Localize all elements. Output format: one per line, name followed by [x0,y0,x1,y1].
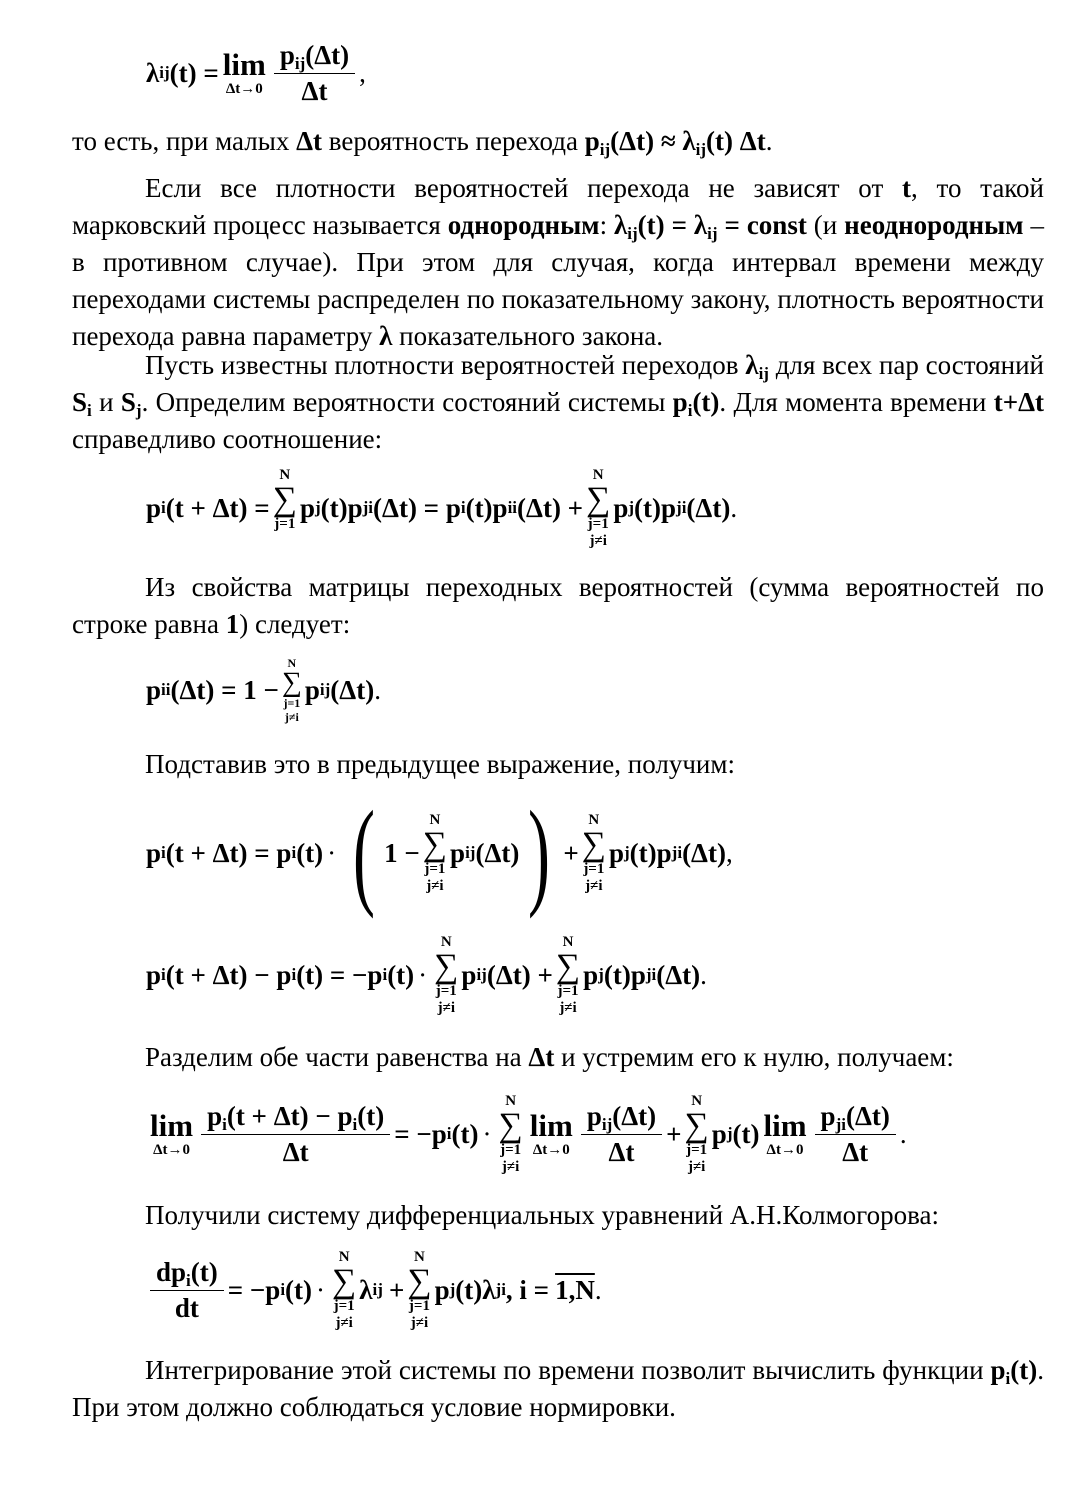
equation-limit-form: lim Δt→0 $\frac{p_i(t + \Delta t) - p_i(t)}{\Delta t}$ = −p i (t) · N ∑ j=1 j≠i lim Δt→0 $\frac{p_{ij}(\Delta t)}{\Delta t}$ + N ∑ j=1 j≠i p j (t) lim Δt→0 $\frac{p_{ji}(\Delta t)}{\Delta t}$ . [150,1092,907,1175]
paragraph-small-dt: то есть, при малых Δt вероятность перехода $p_{ij}(\Delta t) \approx \lambda_{ij}(t)$ Δt. [72,126,773,159]
equation-difference: p i (t + Δt) − p i (t) = −p i (t) · N ∑ j=1 j≠i p ij (Δt) + N ∑ j=1 j≠i p j (t)p ji (Δt) . [146,933,707,1016]
sum-operator: N ∑ j=1 j≠i [684,1092,709,1175]
fraction: $\frac{p_i(t + \Delta t) - p_i(t)}{\Delta t}$ [201,1103,390,1166]
parenthesized-group: ( 1 − N ∑ j=1 j≠i p ij (Δt) ) [353,786,551,919]
paragraph-integration: Интегрирование этой системы по времени позволит вычислить функции $p_i(t)$. При этом должно соблюдаться условие нормировки. [72,1355,1044,1422]
sum-operator: N ∑ j=1 j≠i [407,1248,432,1331]
fraction: $\frac{p_{ij}(\Delta t)}{\Delta t}$ [274,42,355,105]
equation-kolmogorov: $\frac{dp_i(t)}{dt}$ = −p i (t) · N ∑ j=1 j≠i λ ij + N ∑ j=1 j≠i p j (t)λ ji , i = 1,N . [146,1242,602,1338]
paragraph-matrix-property: Из свойства матрицы переходных вероятностей (сумма вероятностей по строке равна 1) следует: [72,572,1044,639]
sum-operator: N ∑ j=1 j≠i [498,1092,523,1175]
sum-operator: N ∑ j=1 j≠i [434,933,459,1016]
paragraph-kolmogorov: Получили систему дифференциальных уравнений А.Н.Колмогорова: [145,1200,939,1230]
sum-operator: N ∑ j=1 j≠i [581,811,606,894]
sum-operator: N ∑ j=1 j≠i [555,933,581,1016]
limit-operator: lim Δt→0 [222,47,266,97]
equation-substituted: p i (t + Δt) = p i (t) · ( 1 − N ∑ j=1 j≠i p ij (Δt) ) + N ∑ j=1 j≠i p j (t)p ji (Δt) , [146,786,733,919]
eq-text: (t) = [169,57,219,88]
equation-pii: p ii (Δt) = 1 − N ∑ j=1 j≠i p ij (Δt) . [146,656,381,724]
limit-operator: lim Δt→0 [529,1108,573,1158]
eq-text: λ [146,57,160,88]
sum-operator: N ∑ j=1 j≠i [422,811,448,894]
sum-operator: N ∑ j=1 j≠i [332,1248,357,1331]
sum-operator: N ∑ j=1 j≠i [586,466,611,549]
fraction: $\frac{p_{ji}(\Delta t)}{\Delta t}$ [815,1103,896,1166]
paragraph-state-probabilities: Пусть известны плотности вероятностей переходов $\lambda_{ij}$ для всех пар состояний $S_i$ и $S_j$. Определим вероятности состояний системы $p_i(t)$. Для момента времени t+Δt справедливо соотношение: [72,350,1044,454]
paragraph-homogeneous: Если все плотности вероятностей перехода не зависят от t, то такой марковский процесс называется однородным: $\lambda_{ij}(t) = \lambda_{ij}$ = const (и неоднородным – в противном случае). При этом для случая, когда интервал времени между переходами системы распределен по показательному закону, плотность вероятности перехода равна параметру λ показательного закона. [72,173,1044,351]
equation-lambda-limit: λ ij (t) = lim Δt→0 $\frac{p_{ij}(\Delta t)}{\Delta t}$ , [146,39,366,106]
fraction: $\frac{p_{ij}(\Delta t)}{\Delta t}$ [581,1103,662,1166]
limit-operator: lim Δt→0 [150,1108,194,1158]
paragraph-substitute: Подставив это в предыдущее выражение, получим: [145,749,735,779]
paragraph-divide: Разделим обе части равенства на Δt и устремим его к нулю, получаем: [145,1042,954,1072]
limit-operator: lim Δt→0 [763,1108,807,1158]
sum-operator: N ∑ j=1 j≠i [281,656,302,724]
equation-total-probability: p i (t + Δt) = N ∑ j=1 p j (t)p ji (Δt) = p i (t)p ii (Δt) + N ∑ j=1 j≠i p j (t)p ji (Δt) . [146,466,738,549]
fraction: $\frac{dp_i(t)}{dt}$ [150,1259,224,1322]
sum-operator: N ∑ j=1 [272,466,297,532]
